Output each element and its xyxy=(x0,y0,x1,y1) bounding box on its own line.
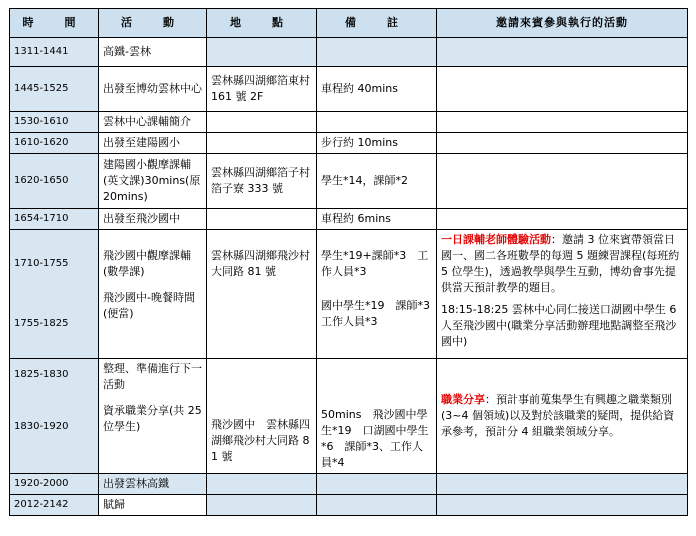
activity-cell xyxy=(99,359,207,474)
guest-transport: 18:15-18:25 雲林中心同仁接送口湖國中學生 6 人至飛沙國中(職業分享活動辦理地點調整至飛沙國中) xyxy=(441,303,677,348)
time-cell: 1311-1441 xyxy=(10,38,99,67)
place-cell: 雲林縣四湖鄉箔東村 161 號 2F xyxy=(207,67,317,112)
table-row xyxy=(10,133,688,154)
activity-cell: 出發至建陽國小 xyxy=(99,133,207,154)
schedule-table xyxy=(9,8,688,516)
guest-cell xyxy=(437,230,688,359)
place-cell xyxy=(207,209,317,230)
activity-cell: 出發至博幼雲林中心 xyxy=(99,67,207,112)
time-start: 1710-1755 xyxy=(14,258,69,269)
table-row xyxy=(10,154,688,209)
table-row xyxy=(10,209,688,230)
place-cell: 雲林縣四湖鄉箔子村箔子寮 333 號 xyxy=(207,154,317,209)
guest-cell xyxy=(437,359,688,474)
time-cell: 1530-1610 xyxy=(10,112,99,133)
guest-activity-text: ：邀請 3 位來賓帶領當日國一、國二各班數學的每週 5 題練習課程(每班約 5 位學生)，透過教學與學生互動，博幼會事先提供當天預計教學的題目。 xyxy=(441,233,680,294)
guest-career-text: ：預計事前蒐集學生有興趣之職業類別(3~4 個領域)以及對於該職業的疑問，提供給資承參考，預計分 4 組職業領域分享。 xyxy=(441,393,675,438)
time-cell: 1654-1710 xyxy=(10,209,99,230)
note-cell: 車程約 40mins xyxy=(317,67,437,112)
time-cell xyxy=(10,230,99,359)
activity-cell: 雲林中心課輔簡介 xyxy=(99,112,207,133)
table-row xyxy=(10,359,688,474)
place-cell xyxy=(207,38,317,67)
header-row xyxy=(10,9,688,38)
header-place: 地 點 xyxy=(207,9,317,38)
guest-career-title: 職業分享 xyxy=(441,393,485,406)
note-dinner: 國中學生*19 課師*3 工作人員*3 xyxy=(321,299,430,328)
place-cell: 雲林縣四湖鄉飛沙村大同路 81 號 xyxy=(207,230,317,359)
table-row xyxy=(10,495,688,516)
guest-activity xyxy=(441,232,683,296)
note-cell xyxy=(317,38,437,67)
note-main: 學生*19+課師*3 工作人員*3 xyxy=(321,249,429,278)
time-cell: 1920-2000 xyxy=(10,474,99,495)
place-cell: 飛沙國中 雲林縣四湖鄉飛沙村大同路 81 號 xyxy=(207,359,317,474)
guest-cell xyxy=(437,474,688,495)
note-cell xyxy=(317,495,437,516)
header-time: 時 間 xyxy=(10,9,99,38)
note-cell: 50mins 飛沙國中學生*19 口湖國中學生*6 課師*3、工作人員*4 xyxy=(317,359,437,474)
table-row xyxy=(10,112,688,133)
guest-cell xyxy=(437,38,688,67)
activity-cell: 出發至飛沙國中 xyxy=(99,209,207,230)
activity-cell: 出發雲林高鐵 xyxy=(99,474,207,495)
header-guest: 邀請來賓參與執行的活動 xyxy=(437,9,688,38)
guest-activity-title: 一日課輔老師體驗活動 xyxy=(441,233,551,246)
note-cell xyxy=(317,230,437,359)
time-cell: 1610-1620 xyxy=(10,133,99,154)
activity-dinner: 飛沙國中-晚餐時間(便當) xyxy=(103,291,195,320)
table-row xyxy=(10,67,688,112)
guest-cell xyxy=(437,67,688,112)
time-end: 1755-1825 xyxy=(14,318,69,329)
activity-cell xyxy=(99,230,207,359)
activity-cell: 建陽國小觀摩課輔(英文課)30mins(原20mins) xyxy=(99,154,207,209)
header-note: 備 註 xyxy=(317,9,437,38)
activity-career: 資承職業分享(共 25 位學生) xyxy=(103,404,202,433)
time-cell: 1620-1650 xyxy=(10,154,99,209)
place-cell xyxy=(207,474,317,495)
header-activity: 活 動 xyxy=(99,9,207,38)
activity-prepare: 整理、準備進行下一活動 xyxy=(103,362,202,391)
time-cell: 2012-2142 xyxy=(10,495,99,516)
time-end: 1830-1920 xyxy=(14,421,69,432)
note-cell: 車程約 6mins xyxy=(317,209,437,230)
schedule-document xyxy=(9,8,688,516)
time-cell xyxy=(10,359,99,474)
place-cell xyxy=(207,112,317,133)
note-cell: 學生*14，課師*2 xyxy=(317,154,437,209)
note-cell xyxy=(317,112,437,133)
guest-cell xyxy=(437,133,688,154)
guest-cell xyxy=(437,209,688,230)
activity-cell: 賦歸 xyxy=(99,495,207,516)
guest-cell xyxy=(437,154,688,209)
table-row xyxy=(10,474,688,495)
place-cell xyxy=(207,495,317,516)
activity-main: 飛沙國中觀摩課輔(數學課) xyxy=(103,249,191,278)
table-row xyxy=(10,38,688,67)
note-cell: 步行約 10mins xyxy=(317,133,437,154)
note-cell xyxy=(317,474,437,495)
guest-cell xyxy=(437,112,688,133)
time-start: 1825-1830 xyxy=(14,369,69,380)
table-row xyxy=(10,230,688,359)
place-cell xyxy=(207,133,317,154)
guest-cell xyxy=(437,495,688,516)
time-cell: 1445-1525 xyxy=(10,67,99,112)
activity-cell: 高鐵-雲林 xyxy=(99,38,207,67)
